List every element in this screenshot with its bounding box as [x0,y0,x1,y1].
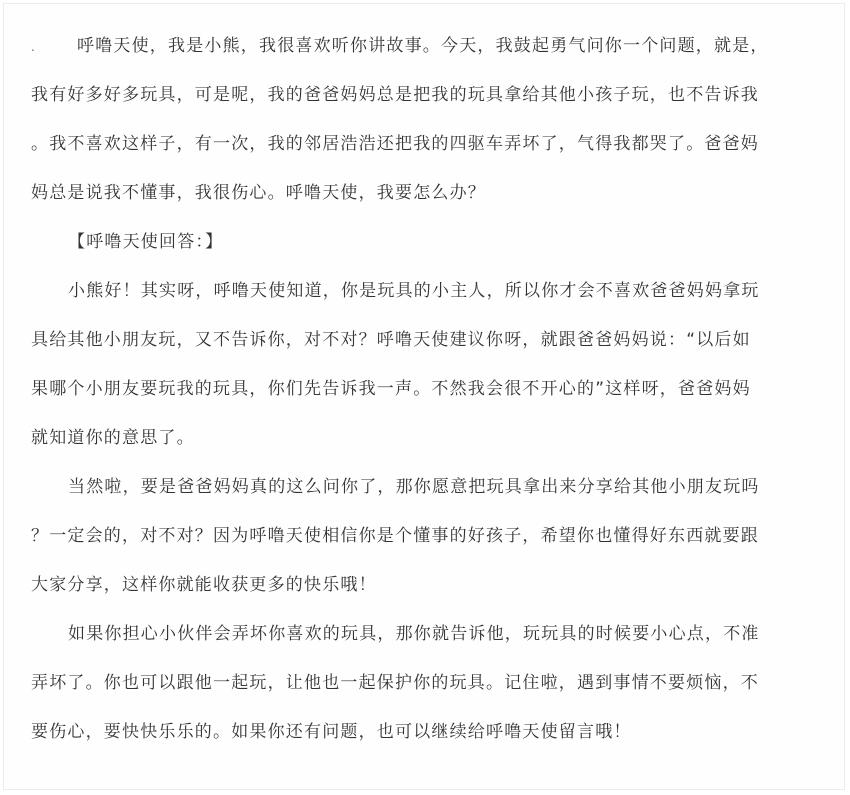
question-line: 妈总是说我不懂事，我很伤心。呼噜天使，我要怎么办？ [31,183,486,203]
paragraph-line: 小熊好！其实呀，呼噜天使知道，你是玩具的小主人，所以你才会不喜欢爸爸妈妈拿玩 [68,281,760,301]
paragraph-line: 果哪个小朋友要玩我的玩具，你们先告诉我一声。不然我会很不开心的”这样呀，爸爸妈妈 [31,379,751,399]
lead-mark: . [31,40,37,54]
paragraph-line: ？一定会的，对不对？因为呼噜天使相信你是个懂事的好孩子，希望你也懂得好东西就要跟 [31,526,759,546]
question-line: 我有好多好多玩具，可是呢，我的爸爸妈妈总是把我的玩具拿给其他小孩子玩，也不告诉我 [31,85,759,105]
question-line [31,26,769,66]
paragraph-line: 当然啦，要是爸爸妈妈真的这么问你了，那你愿意把玩具拿出来分享给其他小朋友玩吗 [68,477,760,497]
paragraph-line: 弄坏了。你也可以跟他一起玩，让他也一起保护你的玩具。记住啦，遇到事情不要烦恼，不 [31,673,759,693]
question-text: 呼噜天使，我是小熊，我很喜欢听你讲故事。今天，我鼓起勇气问你一个问题，就是， [77,36,769,56]
paragraph-line: 大家分享，这样你就能收获更多的快乐哦！ [31,575,377,595]
paragraph-line: 就知道你的意思了。 [31,428,195,448]
paragraph-line: 具给其他小朋友玩，又不告诉你，对不对？呼噜天使建议你呀，就跟爸爸妈妈说：“以后如 [31,330,751,350]
paragraph-line: 如果你担心小伙伴会弄坏你喜欢的玩具，那你就告诉他，玩玩具的时候要小心点，不准 [68,624,760,644]
question-line: 。我不喜欢这样子，有一次，我的邻居浩浩还把我的四驱车弄坏了，气得我都哭了。爸爸妈 [31,134,759,154]
answer-heading: 【呼噜天使回答：】 [68,232,224,252]
paragraph-line: 要伤心，要快快乐乐的。如果你还有问题，也可以继续给呼噜天使留言哦！ [31,722,632,742]
